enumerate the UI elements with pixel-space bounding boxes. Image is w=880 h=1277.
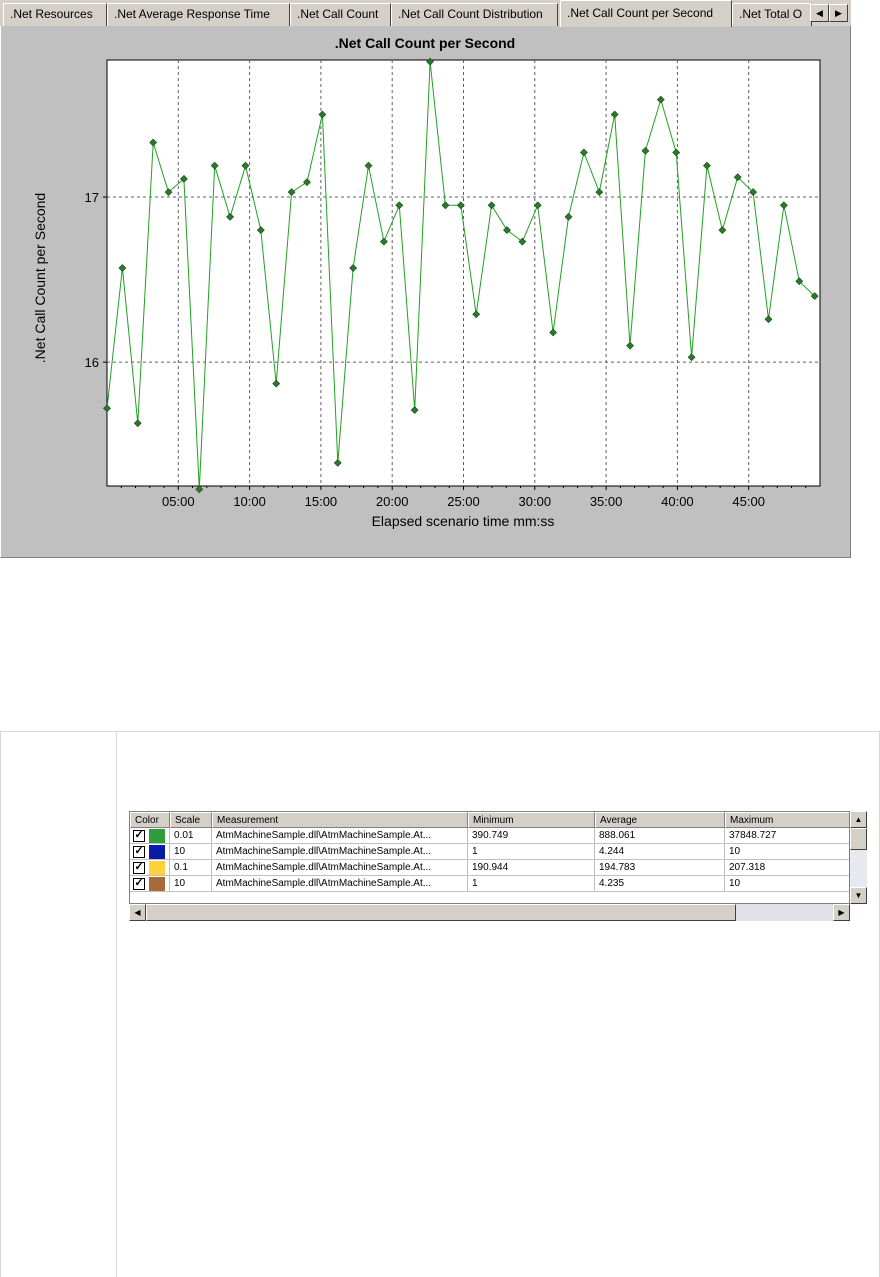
line-chart — [1, 26, 850, 557]
x-tick-label: 35:00 — [589, 494, 623, 509]
x-tick-label: 45:00 — [732, 494, 765, 509]
y-axis-label: .Net Call Count per Second — [32, 192, 48, 364]
horizontal-scrollbar[interactable] — [129, 904, 850, 921]
checkbox-checked-icon[interactable]: ✓ — [134, 829, 144, 841]
legend-color-cell — [130, 844, 170, 860]
document-left-column — [0, 732, 117, 1277]
legend-color-cell — [130, 860, 170, 876]
legend-measurement: AtmMachineSample.dll\AtmMachineSample.At... — [212, 828, 468, 844]
column-header-average[interactable]: Average — [595, 812, 725, 828]
legend-scale: 10 — [170, 844, 212, 860]
x-tick-label: 20:00 — [375, 494, 409, 509]
legend-measurement: AtmMachineSample.dll\AtmMachineSample.At... — [212, 860, 468, 876]
tab-net-resources[interactable]: .Net Resources — [3, 3, 107, 26]
legend-color-cell — [130, 828, 170, 844]
checkbox-checked-icon[interactable]: ✓ — [134, 845, 144, 857]
tab-net-call-count-per-second[interactable]: .Net Call Count per Second — [560, 0, 732, 27]
column-header-color[interactable]: Color — [130, 812, 170, 828]
legend-minimum: 1 — [468, 844, 595, 860]
tab-net-average-response-time[interactable]: .Net Average Response Time — [107, 3, 290, 26]
checkbox-checked-icon[interactable]: ✓ — [134, 861, 144, 873]
tab-strip — [0, 0, 851, 27]
triangle-right-icon[interactable]: ▶ — [829, 4, 848, 22]
y-tick-label: 16 — [84, 355, 99, 371]
legend-color-cell — [130, 876, 170, 892]
legend-minimum: 1 — [468, 876, 595, 892]
column-header-maximum[interactable]: Maximum — [725, 812, 850, 828]
legend-average: 4.235 — [595, 876, 725, 892]
legend-row[interactable] — [130, 844, 850, 860]
tab-net-total-operations[interactable]: .Net Total O — [732, 3, 812, 26]
x-tick-label: 10:00 — [233, 494, 266, 509]
legend-row[interactable] — [130, 860, 850, 876]
graph-window — [0, 0, 851, 558]
checkbox-checked-icon[interactable]: ✓ — [134, 877, 144, 889]
scroll-right-icon[interactable]: ▶ — [833, 904, 850, 921]
color-swatch — [149, 861, 165, 875]
legend-maximum: 10 — [725, 876, 850, 892]
legend-minimum: 190.944 — [468, 860, 595, 876]
tab-net-call-count-distribution[interactable]: .Net Call Count Distribution — [391, 3, 558, 26]
legend-average: 888.061 — [595, 828, 725, 844]
legend-measurement: AtmMachineSample.dll\AtmMachineSample.At... — [212, 876, 468, 892]
x-tick-label: 05:00 — [162, 494, 195, 509]
triangle-left-icon[interactable]: ◀ — [810, 4, 829, 22]
x-axis-label: Elapsed scenario time mm:ss — [371, 513, 555, 529]
legend-scale: 10 — [170, 876, 212, 892]
data-point — [196, 486, 203, 493]
x-tick-label: 15:00 — [304, 494, 338, 509]
tab-scroll-buttons — [810, 4, 848, 22]
column-header-minimum[interactable]: Minimum — [468, 812, 595, 828]
column-header-scale[interactable]: Scale — [170, 812, 212, 828]
color-swatch — [149, 829, 165, 843]
legend-row[interactable] — [130, 828, 850, 844]
x-tick-label: 30:00 — [518, 494, 552, 509]
legend-maximum: 207.318 — [725, 860, 850, 876]
legend-row[interactable] — [130, 876, 850, 892]
scroll-left-icon[interactable]: ◀ — [129, 904, 146, 921]
column-header-measurement[interactable]: Measurement — [212, 812, 468, 828]
legend-average: 194.783 — [595, 860, 725, 876]
legend-table — [129, 811, 850, 904]
graph-panel — [0, 26, 851, 558]
legend-average: 4.244 — [595, 844, 725, 860]
legend-scale: 0.01 — [170, 828, 212, 844]
legend-maximum: 10 — [725, 844, 850, 860]
legend-scale: 0.1 — [170, 860, 212, 876]
legend-maximum: 37848.727 — [725, 828, 850, 844]
color-swatch — [149, 845, 165, 859]
y-tick-label: 17 — [84, 190, 99, 206]
vertical-scroll-thumb[interactable] — [850, 828, 867, 850]
chart-title: .Net Call Count per Second — [334, 35, 516, 51]
color-swatch — [149, 877, 165, 891]
legend-grid — [129, 811, 867, 921]
scroll-down-icon[interactable]: ▼ — [850, 887, 867, 904]
x-tick-label: 40:00 — [661, 494, 694, 509]
legend-minimum: 390.749 — [468, 828, 595, 844]
vertical-scrollbar[interactable] — [850, 811, 867, 904]
horizontal-scroll-thumb[interactable] — [146, 904, 736, 921]
legend-measurement: AtmMachineSample.dll\AtmMachineSample.At... — [212, 844, 468, 860]
legend-header-row — [130, 812, 850, 828]
tab-net-call-count[interactable]: .Net Call Count — [290, 3, 391, 26]
x-tick-label: 25:00 — [447, 494, 480, 509]
scroll-up-icon[interactable]: ▲ — [850, 811, 867, 828]
